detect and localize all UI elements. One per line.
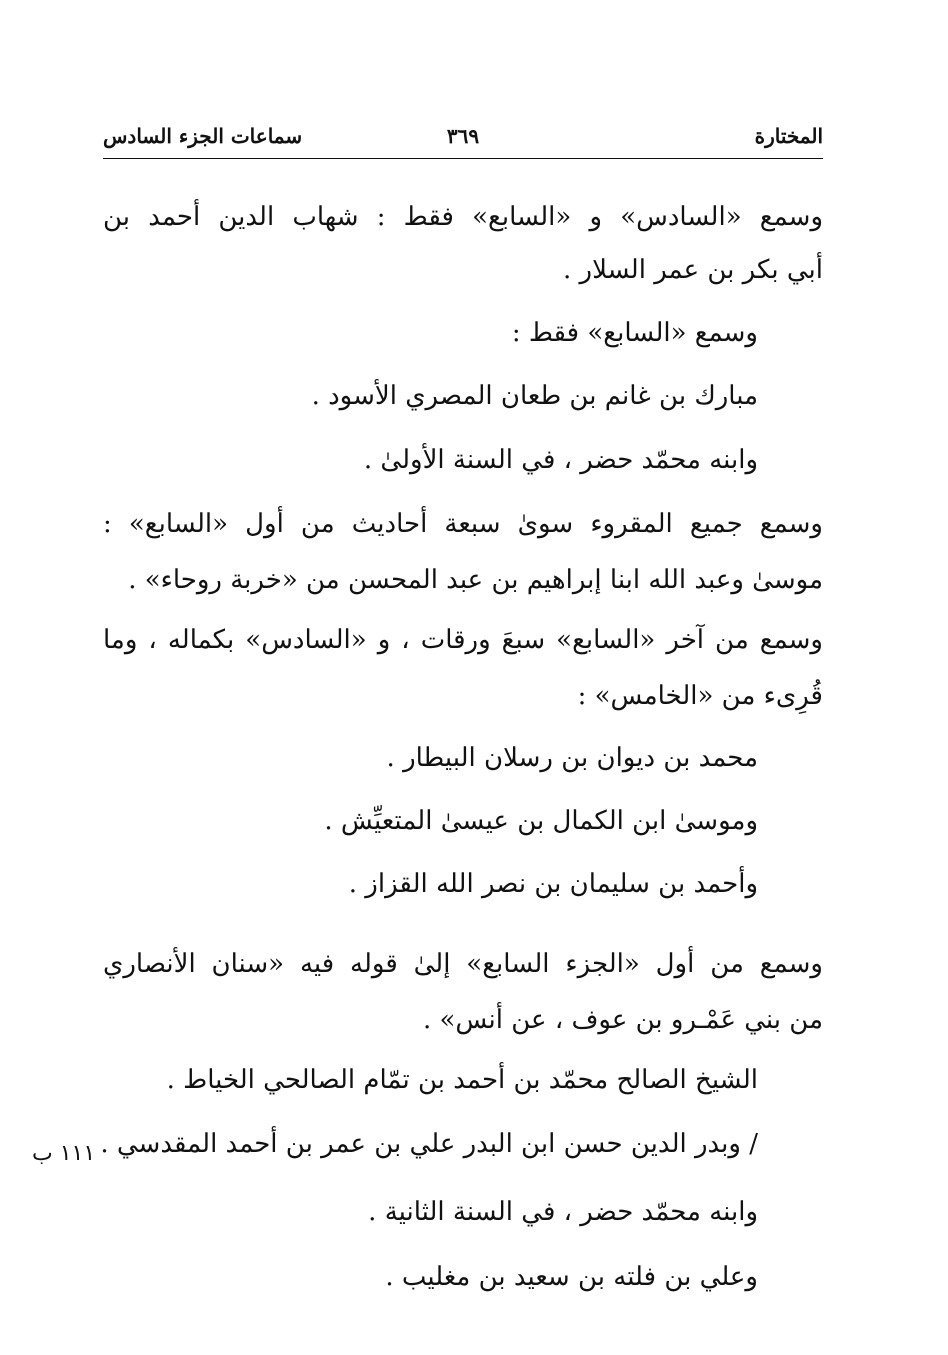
text-line: وسمع «السادس» و «السابع» فقط : شهاب الدين أحمد بن [103, 202, 823, 232]
text-line: من بني عَمْـرو بن عوف ، عن أنس» . [422, 1005, 823, 1035]
header-book-title: المختارة [754, 124, 823, 148]
text-line: وموسىٰ ابن الكمال بن عيسىٰ المتعيِّش . [324, 806, 758, 836]
text-line: قُرِىء من «الخامس» : [577, 681, 823, 711]
header-section-title: سماعات الجزء السادس [103, 124, 303, 148]
text-line: / وبدر الدين حسن ابن البدر علي بن عمر بن أحمد المقدسي . [100, 1129, 758, 1159]
text-line: مبارك بن غانم بن طعان المصري الأسود . [311, 381, 758, 411]
page-number: ٣٦٩ [446, 124, 480, 148]
margin-folio-note: ١١١ ب [32, 1141, 96, 1166]
text-line: أبي بكر بن عمر السلار . [563, 255, 823, 285]
text-line: وابنه محمّد حضر ، في السنة الثانية . [368, 1197, 758, 1227]
header-rule [103, 158, 823, 159]
text-line: موسىٰ وعبد الله ابنا إبراهيم بن عبد المحسن من «خربة روحاء» . [128, 565, 823, 595]
text-line: وعلي بن فلته بن سعيد بن مغليب . [385, 1262, 758, 1292]
text-line: محمد بن ديوان بن رسلان البيطار . [386, 743, 758, 773]
text-line: وسمع من أول «الجزء السابع» إلىٰ قوله فيه «سنان الأنصاري [103, 949, 823, 979]
text-line: وابنه محمّد حضر ، في السنة الأولىٰ . [363, 445, 758, 475]
text-line: وسمع جميع المقروء سوىٰ سبعة أحاديث من أول «السابع» : [103, 509, 823, 539]
text-line: الشيخ الصالح محمّد بن أحمد بن تمّام الصالحي الخياط . [166, 1065, 758, 1095]
text-line: وأحمد بن سليمان بن نصر الله القزاز . [348, 869, 758, 899]
running-header [103, 124, 823, 156]
text-line: وسمع «السابع» فقط : [511, 318, 758, 348]
text-line: وسمع من آخر «السابع» سبعَ ورقات ، و «السادس» بكماله ، وما [103, 625, 823, 655]
